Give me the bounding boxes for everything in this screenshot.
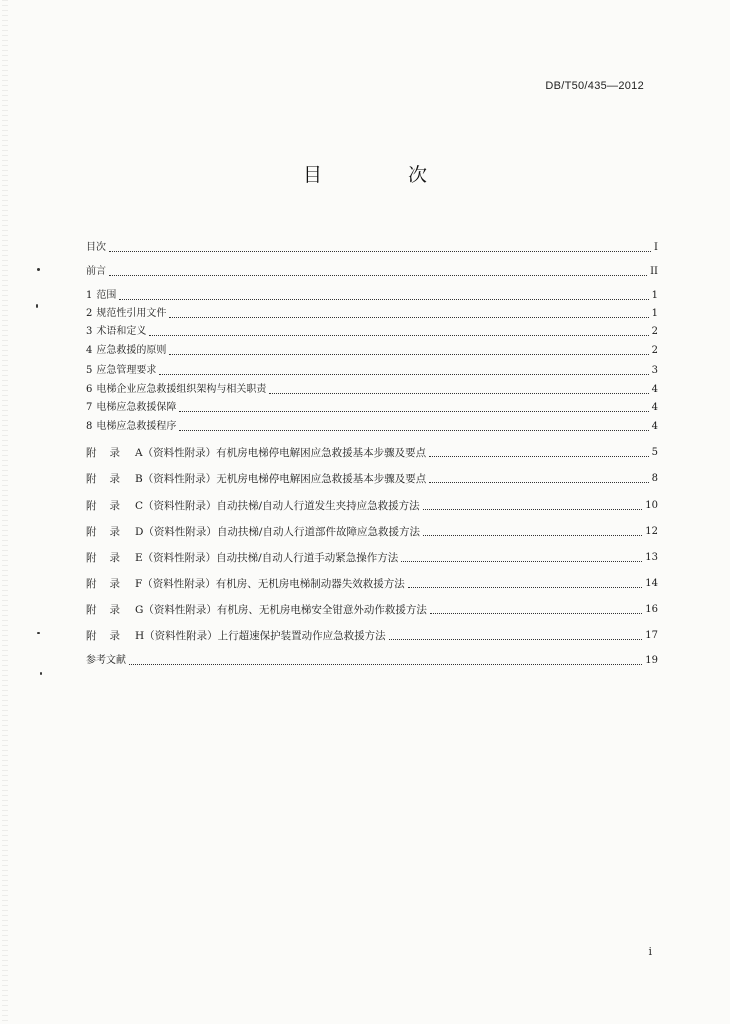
toc-entry-label: 电梯企业应急救援组织架构与相关职责 bbox=[96, 384, 267, 395]
toc-entry-page: 4 bbox=[651, 402, 658, 413]
toc-entry-label: H（资料性附录）上行超速保护装置动作应急救援方法 bbox=[135, 630, 386, 642]
toc-entry-number: 4 bbox=[86, 345, 93, 356]
toc-entry-page: 14 bbox=[645, 578, 658, 589]
dot-leader bbox=[119, 299, 648, 300]
dot-leader bbox=[389, 639, 643, 640]
toc-appendix-a[interactable] bbox=[86, 447, 658, 459]
toc-entry-page: 2 bbox=[651, 345, 658, 356]
toc-entry-label: G（资料性附录）有机房、无机房电梯安全钳意外动作救援方法 bbox=[135, 604, 427, 616]
toc-entry-label: C（资料性附录）自动扶梯/自动人行道发生夹持应急救援方法 bbox=[135, 500, 420, 512]
scan-speck bbox=[37, 268, 40, 271]
toc-entry-label: 参考文献 bbox=[86, 655, 126, 666]
toc-entry-label: 范围 bbox=[96, 290, 117, 301]
toc-entry-label: E（资料性附录）自动扶梯/自动人行道手动紧急操作方法 bbox=[135, 552, 399, 564]
toc-entry-page: 2 bbox=[651, 326, 658, 337]
dot-leader bbox=[401, 561, 642, 562]
toc-entry-page: 4 bbox=[651, 384, 658, 395]
toc-appendix-d[interactable] bbox=[86, 526, 658, 538]
toc-entry-number: 7 bbox=[86, 402, 93, 413]
toc-entry-page: II bbox=[650, 266, 658, 277]
toc-entry-page: 17 bbox=[645, 630, 658, 641]
toc-entry-number: 2 bbox=[86, 308, 93, 319]
toc-entry-page: 4 bbox=[651, 421, 658, 432]
dot-leader bbox=[430, 613, 642, 614]
scan-speck bbox=[40, 672, 42, 675]
toc-entry-5[interactable] bbox=[86, 365, 658, 377]
toc-entry-label: F（资料性附录）有机房、无机房电梯制动器失效救援方法 bbox=[135, 578, 405, 590]
appendix-prefix: 附录 bbox=[86, 473, 133, 485]
dot-leader bbox=[129, 664, 642, 665]
toc-appendix-b[interactable] bbox=[86, 473, 658, 485]
dot-leader bbox=[269, 393, 648, 394]
toc-entry-references[interactable] bbox=[86, 655, 658, 667]
toc-entry-number: 6 bbox=[86, 384, 93, 395]
toc-entry-label: D（资料性附录）自动扶梯/自动人行道部件故障应急救援方法 bbox=[135, 526, 420, 538]
toc-entry-label: 应急救援的原则 bbox=[96, 345, 167, 356]
toc-entry-label: 电梯应急救援保障 bbox=[96, 402, 177, 413]
toc-entry-2[interactable] bbox=[86, 308, 658, 320]
scan-speck bbox=[36, 304, 38, 308]
toc-appendix-h[interactable] bbox=[86, 630, 658, 642]
dot-leader bbox=[149, 335, 648, 336]
toc-entry-page: 1 bbox=[651, 308, 658, 319]
toc-entry-label: B（资料性附录）无机房电梯停电解困应急救援基本步骤及要点 bbox=[135, 473, 427, 485]
toc-entry-8[interactable] bbox=[86, 421, 658, 433]
toc-appendix-g[interactable] bbox=[86, 604, 658, 616]
dot-leader bbox=[429, 482, 648, 483]
dot-leader bbox=[408, 587, 642, 588]
toc-entry-contents[interactable] bbox=[86, 242, 658, 254]
toc-appendix-c[interactable] bbox=[86, 500, 658, 512]
toc-entry-1[interactable] bbox=[86, 290, 658, 302]
appendix-prefix: 附录 bbox=[86, 526, 133, 538]
toc-entry-page: 1 bbox=[651, 290, 658, 301]
dot-leader bbox=[179, 430, 648, 431]
dot-leader bbox=[429, 456, 649, 457]
page-title: 目 次 bbox=[302, 164, 468, 186]
dot-leader bbox=[109, 275, 647, 276]
appendix-prefix: 附录 bbox=[86, 447, 133, 459]
scan-speck bbox=[37, 632, 40, 634]
appendix-prefix: 附录 bbox=[86, 578, 133, 590]
toc-entry-page: 10 bbox=[645, 500, 658, 511]
toc-entry-page: 13 bbox=[645, 552, 658, 563]
toc-appendix-f[interactable] bbox=[86, 578, 658, 590]
toc-entry-7[interactable] bbox=[86, 402, 658, 414]
toc-entry-label: 前言 bbox=[86, 266, 106, 277]
toc-entry-foreword[interactable] bbox=[86, 266, 658, 278]
toc-entry-page: 3 bbox=[651, 365, 658, 376]
toc-entry-page: I bbox=[654, 242, 658, 253]
toc-entry-3[interactable] bbox=[86, 326, 658, 338]
toc-entry-page: 19 bbox=[645, 655, 658, 666]
toc-entry-label: 术语和定义 bbox=[96, 326, 147, 337]
toc-entry-label: 规范性引用文件 bbox=[96, 308, 167, 319]
toc-entry-number: 3 bbox=[86, 326, 93, 337]
toc-entry-number: 5 bbox=[86, 365, 93, 376]
toc-entry-page: 12 bbox=[645, 526, 658, 537]
toc-entry-label: 电梯应急救援程序 bbox=[96, 421, 177, 432]
scan-edge-noise bbox=[2, 0, 8, 1024]
toc-entry-4[interactable] bbox=[86, 345, 658, 357]
toc-entry-page: 8 bbox=[651, 473, 658, 484]
dot-leader bbox=[169, 317, 648, 318]
dot-leader bbox=[159, 374, 648, 375]
dot-leader bbox=[179, 411, 648, 412]
appendix-prefix: 附录 bbox=[86, 552, 133, 564]
toc-entry-page: 5 bbox=[651, 447, 658, 458]
toc-entry-number: 8 bbox=[86, 421, 93, 432]
toc-entry-page: 16 bbox=[645, 604, 658, 615]
appendix-prefix: 附录 bbox=[86, 630, 133, 642]
appendix-prefix: 附录 bbox=[86, 604, 133, 616]
toc-entry-label: 应急管理要求 bbox=[96, 365, 157, 376]
toc-appendix-e[interactable] bbox=[86, 552, 658, 564]
dot-leader bbox=[109, 251, 651, 252]
toc-entry-label: 目次 bbox=[86, 242, 106, 253]
appendix-prefix: 附录 bbox=[86, 500, 133, 512]
document-code: DB/T50/435—2012 bbox=[545, 80, 644, 92]
toc-entry-number: 1 bbox=[86, 290, 93, 301]
dot-leader bbox=[423, 509, 643, 510]
dot-leader bbox=[169, 354, 648, 355]
page-number: i bbox=[648, 945, 652, 958]
dot-leader bbox=[423, 535, 642, 536]
toc-entry-6[interactable] bbox=[86, 384, 658, 396]
toc-entry-label: A（资料性附录）有机房电梯停电解困应急救援基本步骤及要点 bbox=[135, 447, 427, 459]
